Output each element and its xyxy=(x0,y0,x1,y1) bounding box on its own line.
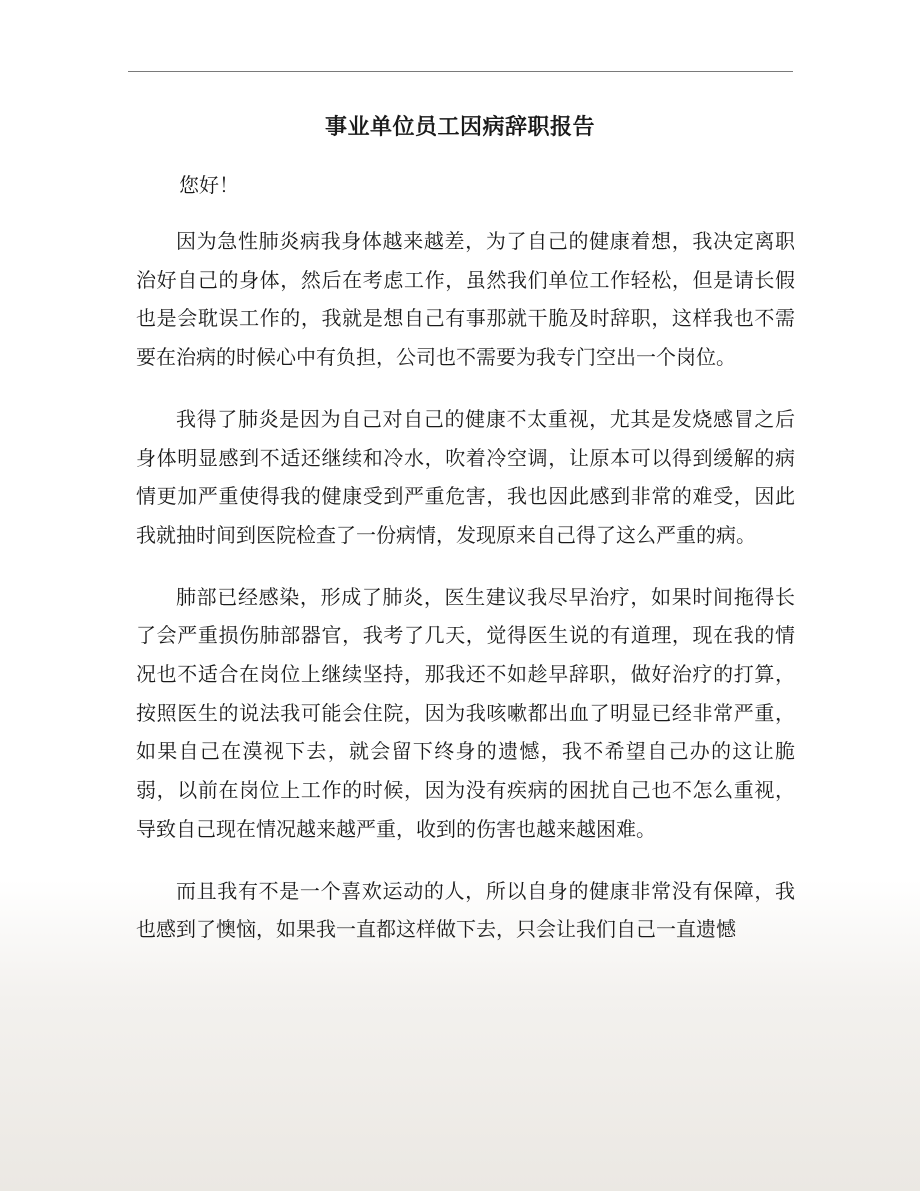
document-title: 事业单位员工因病辞职报告 xyxy=(324,114,595,140)
paragraph: 而且我有不是一个喜欢运动的人，所以自身的健康非常没有保障，我也感到了懊恼，如果我一直都这样做下去，只会让我们自己一直遗憾 xyxy=(136,878,795,942)
document-body xyxy=(136,222,795,972)
paragraph: 我得了肺炎是因为自己对自己的健康不太重视，尤其是发烧感冒之后身体明显感到不适还继续和冷水，吹着冷空调，让原本可以得到缓解的病情更加严重使得我的健康受到严重危害，我也因此感到非常的难受，因此我就抽时间到医院检查了一份病情，发现原来自己得了这么严重的病。 xyxy=(136,406,795,547)
greeting: 您好！ xyxy=(179,173,239,197)
paragraph: 因为急性肺炎病我身体越来越差，为了自己的健康着想，我决定离职治好自己的身体，然后在考虑工作，虽然我们单位工作轻松，但是请长假也是会耽误工作的，我就是想自己有事那就干脆及时辞职，这样我也不需要在治病的时候心中有负担，公司也不需要为我专门空出一个岗位。 xyxy=(136,229,795,370)
header-rule xyxy=(128,71,793,72)
paragraph: 肺部已经感染，形成了肺炎，医生建议我尽早治疗，如果时间拖得长了会严重损伤肺部器官，我考了几天，觉得医生说的有道理，现在我的情况也不适合在岗位上继续坚持，那我还不如趁早辞职，做好治疗的打算，按照医生的说法我可能会住院，因为我咳嗽都出血了明显已经非常严重，如果自己在漠视下去，就会留下终身的遗憾，我不希望自己办的这让脆弱，以前在岗位上工作的时候，因为没有疾病的困扰自己也不怎么重视，导致自己现在情况越来越严重，收到的伤害也越来越困难。 xyxy=(136,584,795,841)
